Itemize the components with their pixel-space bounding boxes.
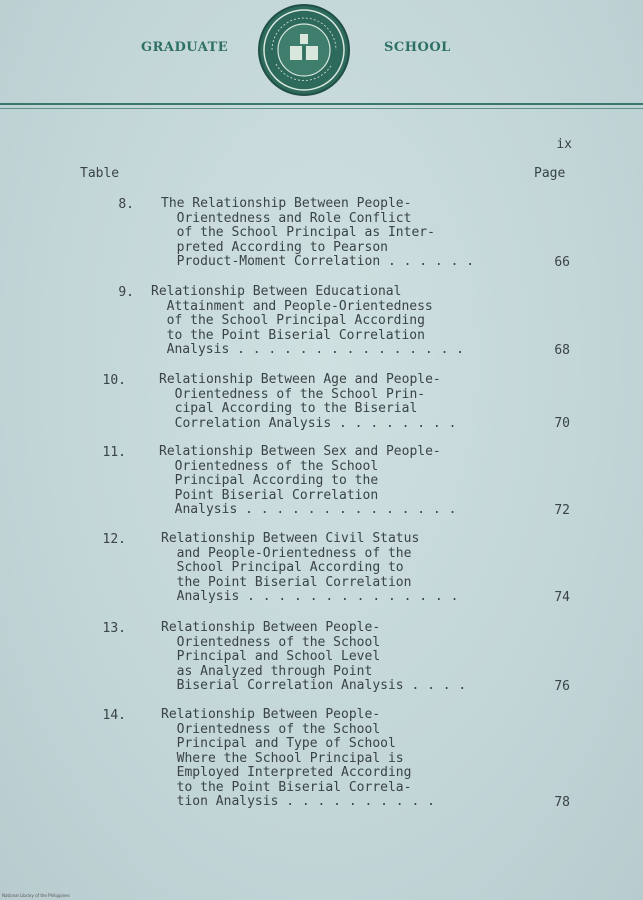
table-number: 9.	[118, 285, 134, 300]
header-rule	[0, 103, 643, 105]
header-school: SCHOOL	[384, 40, 451, 55]
table-title: Relationship Between Civil Status and People-Orientedness of the School Principal According to the Point Biserial Correlation Analysis . . . . . . . . . . . . . .	[161, 531, 459, 604]
page-ref: 72	[554, 503, 570, 518]
table-title: Relationship Between People- Orientedness of the School Principal and Type of School Where the School Principal is Employed Interpreted According to the Point Biserial Correla- tion Analysis . . . . . . . . . .	[161, 707, 435, 809]
page-ref: 78	[554, 795, 570, 810]
page-ref: 70	[554, 416, 570, 431]
table-title: Relationship Between Educational Attainment and People-Orientedness of the School Principal According to the Point Biserial Correlation Analysis . . . . . . . . . . . . . . .	[151, 284, 465, 357]
table-number: 14.	[102, 708, 126, 723]
table-title: The Relationship Between People- Orientedness and Role Conflict of the School Principal as Inter- preted According to Pearson Product-Moment Correlation . . . . . .	[161, 196, 475, 269]
column-label-table: Table	[80, 166, 120, 181]
header-graduate: GRADUATE	[141, 40, 229, 55]
table-title: Relationship Between People- Orientedness of the School Principal and School Level as Analyzed through Point Biserial Correlation Analysis . . . .	[161, 620, 467, 693]
table-title: Relationship Between Age and People- Orientedness of the School Prin- cipal According to the Biserial Correlation Analysis . . . . . . . .	[159, 372, 457, 431]
page-ref: 66	[554, 255, 570, 270]
table-number: 12.	[102, 532, 126, 547]
table-number: 10.	[102, 373, 126, 388]
page-number: ix	[556, 137, 572, 152]
page-ref: 74	[554, 590, 570, 605]
header-rule-thin	[0, 108, 643, 109]
college-seal	[258, 4, 350, 96]
table-number: 11.	[102, 445, 126, 460]
page-ref: 76	[554, 679, 570, 694]
table-number: 13.	[102, 621, 126, 636]
page-ref: 68	[554, 343, 570, 358]
table-title: Relationship Between Sex and People- Orientedness of the School Principal According to the Point Biserial Correlation Analysis . . . . . . . . . . . . . .	[159, 444, 457, 517]
column-label-page: Page	[534, 166, 566, 181]
table-number: 8.	[118, 197, 134, 212]
footer-credit: National Library of the Philippines	[2, 893, 70, 898]
